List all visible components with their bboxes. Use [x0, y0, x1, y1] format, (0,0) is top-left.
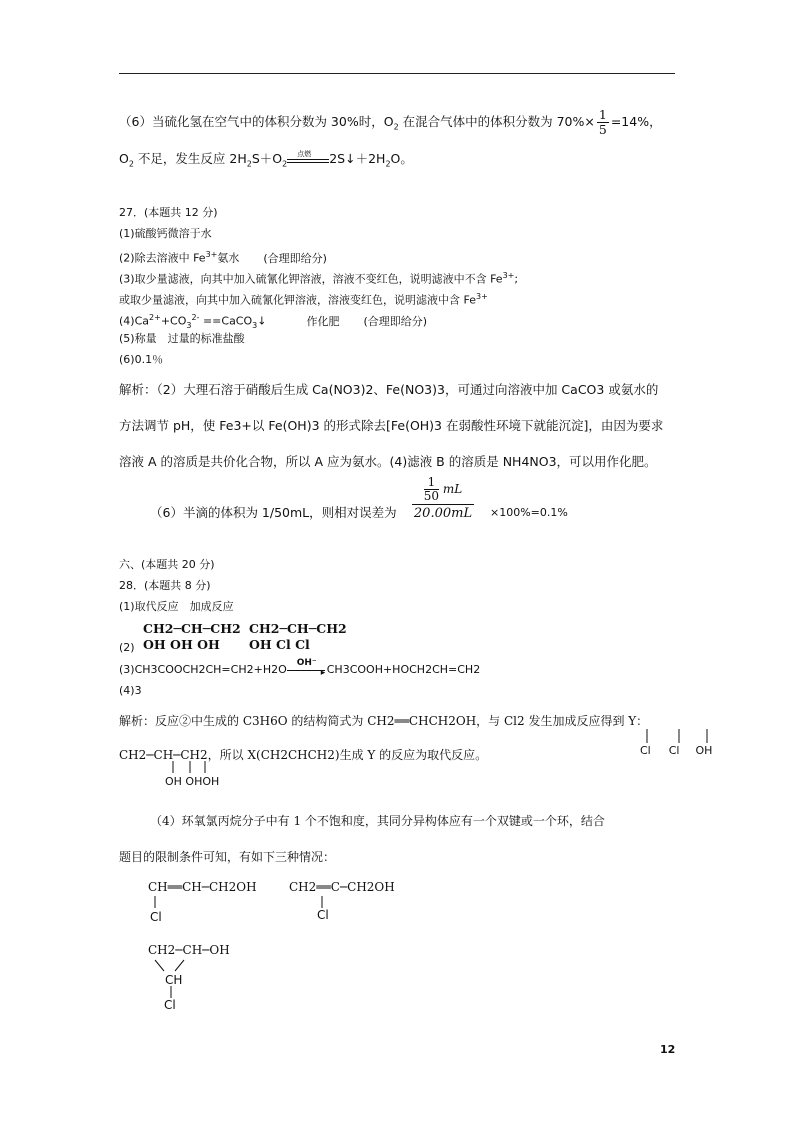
text: S＋O [251, 151, 283, 166]
q27-answer-6: (6)0.1％ [119, 353, 164, 366]
fraction-numerator: 1 [598, 107, 607, 122]
text: (合理即给分) [263, 251, 327, 265]
substituent: Cl [668, 744, 680, 757]
text: 在混合气体中的体积分数为 70%× [398, 114, 595, 129]
unit: mL [442, 482, 463, 496]
arrow-head: ▸ [320, 668, 326, 678]
q28-explanation-1 [119, 713, 648, 729]
isomer-3-substituent: Cl [164, 998, 176, 1012]
structure-glycerol-top: CH2─CH─CH2 [143, 621, 241, 636]
q28-header: 28．(本题共 8 分) [119, 579, 211, 592]
superscript: 2+ [149, 313, 161, 322]
inner-denominator: 50 [423, 489, 440, 503]
text: 2S↓＋2H [329, 151, 386, 166]
section6-line2 [119, 151, 413, 173]
header-rule [119, 73, 675, 74]
subscript: 2 [385, 159, 391, 169]
isomer-1-bond [152, 896, 162, 910]
text: O。 [390, 151, 413, 166]
subscript: 2 [393, 122, 399, 132]
text: ; [514, 272, 519, 286]
text: 作化肥 [306, 314, 340, 328]
isomer-3-formula: CH2─CH─OH [148, 943, 230, 957]
q28-answer-2-label: (2) [119, 641, 135, 654]
substituent: Cl [640, 744, 651, 757]
fraction-bar [412, 504, 474, 505]
x-structure-substituents: OH OHOH [165, 775, 220, 788]
text: (4)Ca [119, 314, 150, 328]
q27-answer-3b [119, 289, 488, 309]
q27-answer-2 [119, 247, 327, 267]
text: (合理即给分) [363, 314, 428, 328]
text: ↓ [257, 314, 267, 328]
q27-explanation-4-result: ×100%=0.1% [490, 506, 568, 519]
text: +CO [160, 314, 187, 328]
text: 氨水 [217, 251, 240, 265]
q28-explanation-4: 题目的限制条件可知，有如下三种情况： [119, 850, 336, 864]
y-structure-substituents [640, 743, 712, 759]
inner-fraction [412, 476, 474, 503]
fraction-denominator: 20.00mL [413, 506, 473, 521]
structure-glycerol-bottom: OH OH OH [143, 637, 220, 652]
text: =14%， [610, 114, 662, 129]
fraction-one-fifth [597, 108, 609, 137]
isomer-2-substituent: Cl [317, 908, 329, 922]
q28-explanation-3: （4）环氧氯丙烷分子中有 1 个不饱和度，其同分异构体应有一个双键或一个环，结合 [150, 814, 605, 828]
page-number: 12 [660, 1043, 676, 1056]
isomer-2-formula: CH2══C─CH2OH [289, 880, 395, 894]
relative-error-fraction [412, 476, 474, 521]
text: 解析：反应②中生成的 C3H6O 的结构简式为 CH2══CHCH2OH，与 Cl2 发生加成反应得到 Y： [119, 714, 649, 728]
substituent: OH [695, 744, 713, 757]
isomer-3-ring-carbon: CH [165, 973, 183, 987]
structure-dichloro-bottom: OH Cl Cl [249, 637, 310, 652]
q28-answer-3 [119, 658, 481, 678]
q27-explanation-3: 溶液 A 的溶质是共价化合物，所以 A 应为氨水。(4)滤液 B 的溶质是 NH4NO3，可以用作化肥。 [119, 454, 657, 469]
q27-answer-1: (1)硫酸钙微溶于水 [119, 227, 212, 240]
text: CH3COOH+HOCH2CH=CH2 [326, 663, 481, 676]
section6-line1 [119, 108, 662, 137]
fraction-denominator: 5 [598, 122, 607, 137]
text: 或取少量滤液，向其中加入硫氰化钾溶液，溶液变红色，说明滤液中含 Fe [119, 293, 476, 307]
q28-answer-1: (1)取代反应 加成反应 [119, 600, 234, 613]
q27-header: 27．(本题共 12 分) [119, 206, 218, 219]
superscript: 3+ [502, 271, 515, 280]
reaction-arrow [287, 658, 327, 678]
text: (2)除去溶液中 Fe [119, 251, 206, 265]
subscript: 2 [128, 159, 134, 169]
double-line [287, 159, 329, 163]
subscript: 2 [246, 159, 252, 169]
text: (3)CH3COOCH2CH=CH2+H2O [119, 663, 287, 676]
isomer-1-substituent: Cl [150, 910, 162, 924]
arrow-shaft [287, 670, 325, 671]
x-structure-bonds [170, 761, 220, 775]
q27-answer-5: (5)称量 过量的标准盐酸 [119, 332, 245, 345]
q27-explanation-2: 方法调节 pH，使 Fe3+以 Fe(OH)3 的形式除去[Fe(OH)3 在弱酸性环境下就能沉淀]，由因为要求 [119, 418, 664, 433]
arrow-label: 点燃 [297, 149, 312, 158]
text: （6）当硫化氢在空气中的体积分数为 30%时，O [119, 114, 394, 129]
reaction-arrow [287, 149, 329, 167]
superscript: 3+ [205, 250, 218, 259]
q27-explanation-4: （6）半滴的体积为 1/50mL，则相对误差为 [150, 505, 397, 520]
section-six-header: 六、(本题共 20 分) [119, 558, 215, 571]
catalyst-label: OH⁻ [296, 658, 317, 668]
q28-explanation-2: CH2─CH─CH2，所以 X(CH2CHCH2)生成 Y 的反应为取代反应。 [119, 748, 488, 762]
subscript: 2 [282, 159, 288, 169]
isomer-3-ring-bonds [152, 958, 192, 974]
subscript: 3 [186, 320, 192, 330]
inner-numerator: 1 [424, 476, 439, 490]
subscript: 3 [252, 320, 258, 330]
text: ==CaCO [199, 314, 253, 328]
superscript: 3+ [476, 292, 488, 301]
superscript: 2- [191, 313, 200, 322]
text: 不足，发生反应 2H [133, 151, 247, 166]
text: (3)取少量滤液，向其中加入硫氰化钾溶液，溶液不变红色，说明滤液中不含 Fe [119, 272, 503, 286]
isomer-1-formula: CH══CH─CH2OH [148, 880, 257, 894]
q28-answer-4: (4)3 [119, 684, 142, 697]
q27-answer-3a [119, 268, 518, 288]
q27-explanation-1: 解析：（2）大理石溶于硝酸后生成 Ca(NO3)2、Fe(NO3)3，可通过向溶液中加 CaCO3 或氨水的 [119, 382, 659, 397]
structure-dichloro-top: CH2─CH─CH2 [249, 621, 347, 636]
inner-fraction-stack [424, 476, 439, 503]
text: O [119, 151, 129, 166]
